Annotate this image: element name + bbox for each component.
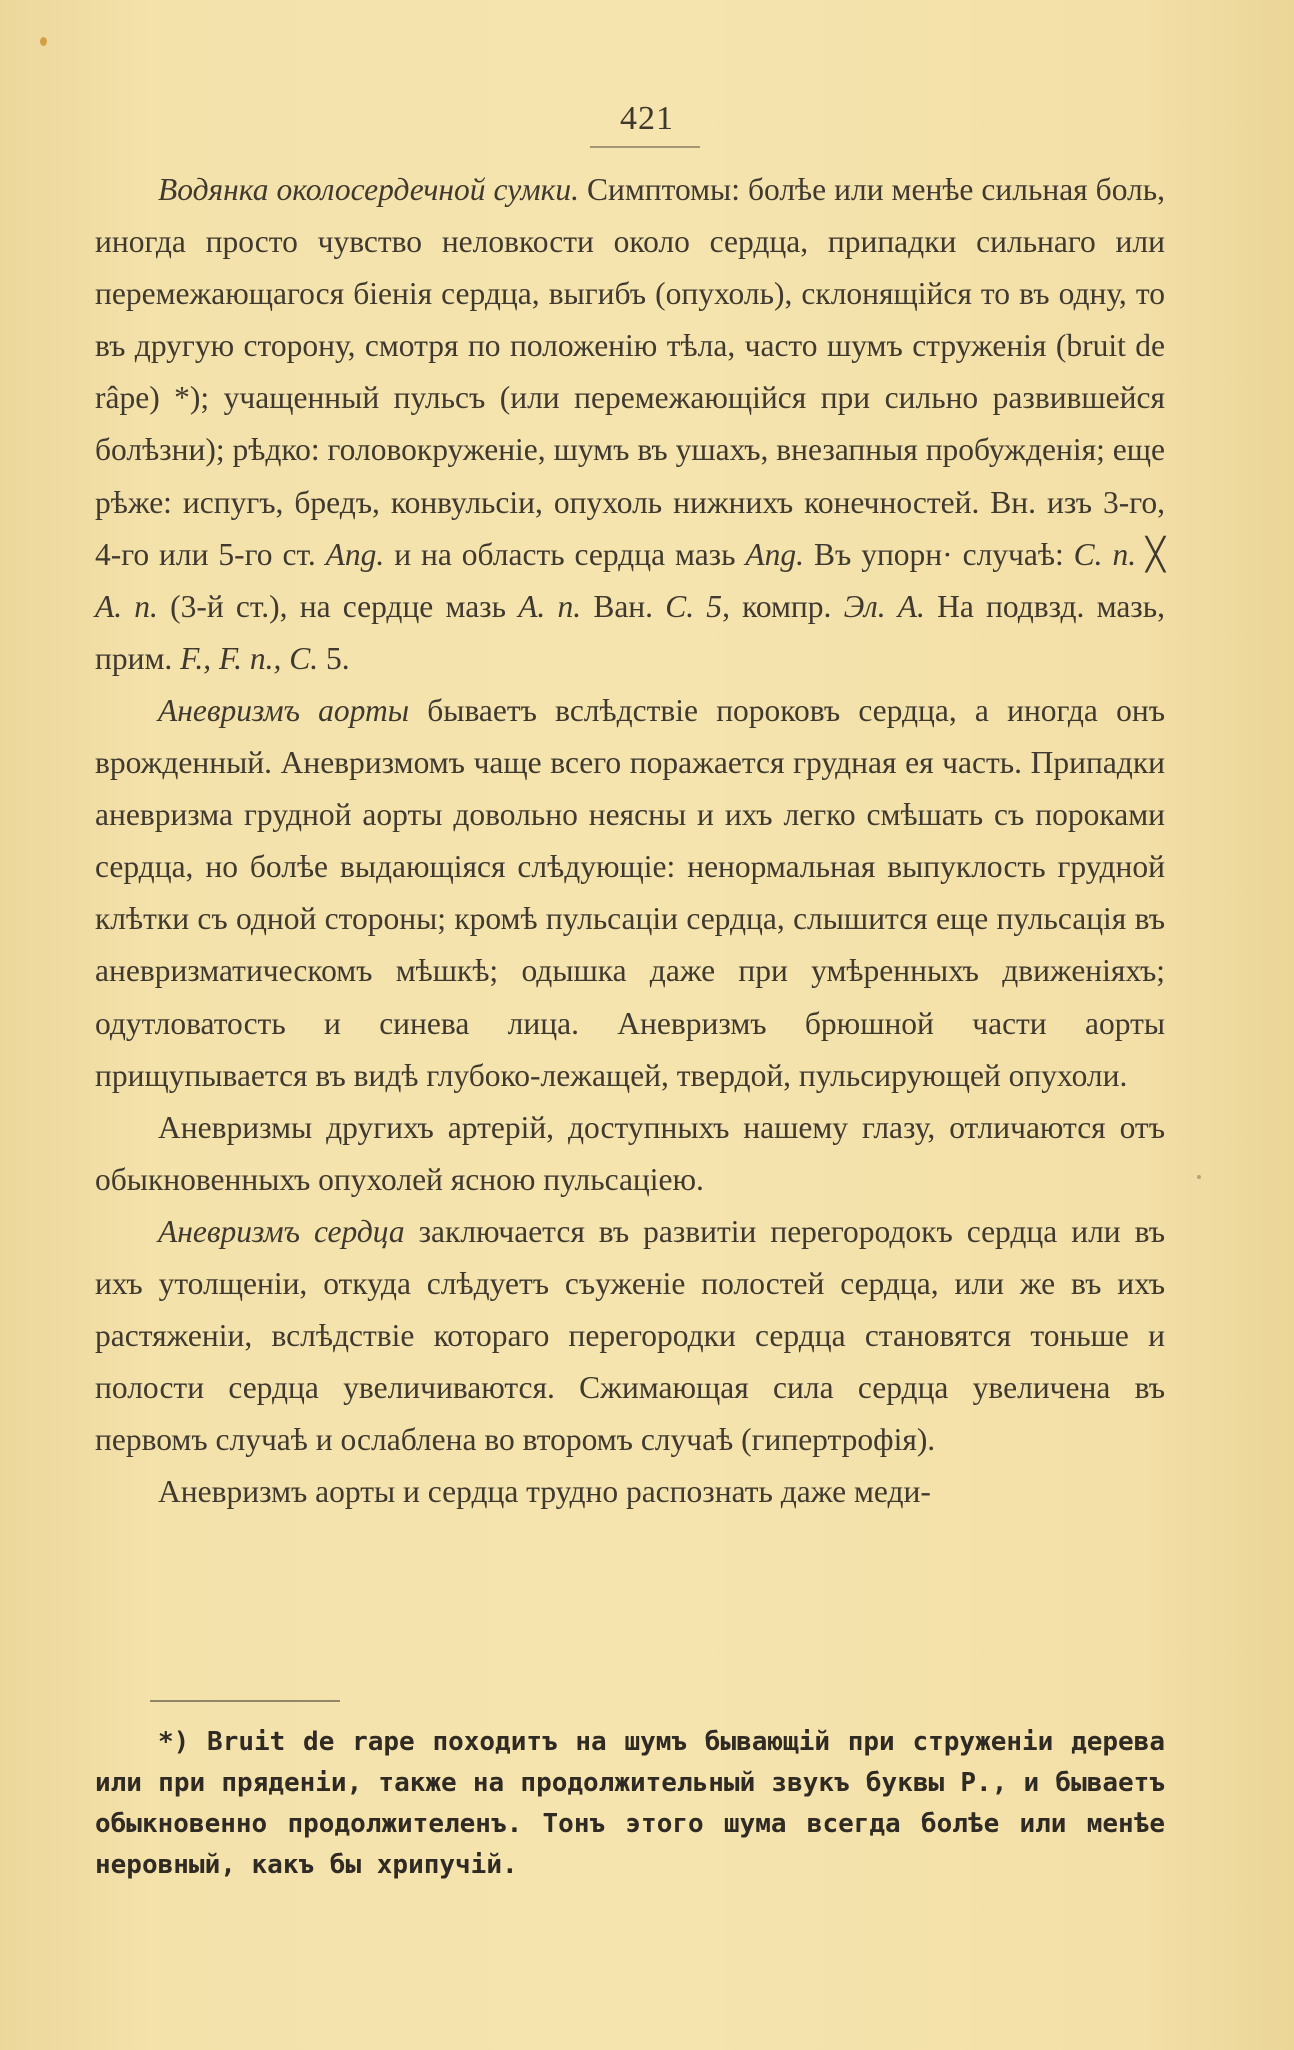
remedy-abbrev: Ang.: [325, 536, 385, 572]
text-segment: , компр.: [722, 588, 844, 624]
text-segment: и на область сердца мазь: [384, 536, 746, 572]
footnote: [95, 1722, 1165, 1886]
paragraph-diagnosis: [95, 1466, 1165, 1518]
text-segment: Аневризмъ аорты и сердца трудно распознать даже меди-: [158, 1474, 931, 1510]
paragraph-aortic-aneurysm: [95, 685, 1165, 1102]
paragraph-pericardial-dropsy: [95, 164, 1165, 685]
remedy-abbrev: Ang.: [745, 536, 805, 572]
remedy-abbrev: A. n.: [95, 588, 158, 624]
heading-heart-aneurysm: Аневризмъ сердца: [158, 1213, 405, 1249]
text-segment: 5.: [318, 640, 350, 676]
text-segment: заключается въ развитіи перегородокъ сердца или въ ихъ утолщеніи, откуда слѣдуетъ съуженіе полостей сердца, или же въ ихъ растяженіи, вслѣдствіе котораго перегородки сердца становятся тоньше и полости сердца увеличиваются. Сжимающая сила сердца увеличена въ первомъ случаѣ и ослаблена во второмъ случаѣ (гипертрофія).: [95, 1213, 1165, 1458]
page-number: 421: [620, 100, 674, 137]
text-segment: (3-й ст.), на сердце мазь: [157, 588, 519, 624]
remedy-abbrev: Эл. A.: [843, 588, 925, 624]
text-segment: Симптомы: болѣе или менѣе сильная боль, иногда просто чувство неловкости около сердца, припадки сильнаго или перемежающагося біенія сердца, выгибъ (опухоль), склонящійся то въ одну, то въ другую сторону, смотря по положенію тѣла, часто шумъ струженія (bruit de râpe) *); учащенный пульсъ (или перемежающійся при сильно развившейся болѣзни); рѣдко: головокруженіе, шумъ въ ушахъ, внезапныя пробужденія; еще рѣже: испугъ, бредъ, конвульсіи, опухоль нижнихъ конечностей. Вн. изъ 3-го, 4-го или 5-го ст.: [95, 172, 1165, 572]
remedy-abbrev: C. n.: [1073, 536, 1137, 572]
remedy-abbrev: C. 5: [665, 588, 723, 624]
cross-symbol: ╳: [1136, 536, 1166, 572]
paragraph-other-aneurysms: [95, 1102, 1165, 1206]
footnote-rule: [150, 1700, 340, 1702]
page-number-rule: [590, 146, 700, 148]
body-text: [95, 164, 1165, 1518]
remedy-abbrev: A. n.: [518, 588, 582, 624]
heading-aortic-aneurysm: Аневризмъ аорты: [158, 692, 410, 728]
text-segment: Въ упорн· случаѣ:: [804, 536, 1074, 572]
text-segment: Аневризмы другихъ артерій, доступныхъ нашему глазу, отличаются отъ обыкновенныхъ опухолей ясною пульсаціею.: [95, 1109, 1165, 1197]
text-segment: Ван.: [581, 588, 666, 624]
heading-pericardial-dropsy: Водянка околосердечной сумки.: [158, 172, 579, 207]
text-segment: бываетъ вслѣдствіе пороковъ сердца, а иногда онъ врожденный. Аневризмомъ чаще всего поражается грудная ея часть. Припадки аневризма грудной аорты довольно неясны и ихъ легко смѣшать съ пороками сердца, но болѣе выдающіяся слѣдующіе: ненормальная выпуклость грудной клѣтки съ одной стороны; кромѣ пульсаціи сердца, слышится еще пульсація въ аневризматическомъ мѣшкѣ; одышка даже при умѣренныхъ движеніяхъ; одутловатость и синева лица. Аневризмъ брюшной части аорты прищупывается въ видѣ глубоко-лежащей, твердой, пульсирующей опухоли.: [95, 692, 1165, 1093]
remedy-abbrev: F., F. n., C.: [180, 640, 319, 676]
footnote-text: *) Bruit de rape походитъ на шумъ бывающій при струженіи дерева или при пряденіи, также на продолжительный звукъ буквы Р., и бываетъ обыкновенно продолжителенъ. Тонъ этого шума всегда болѣе или менѣе неровный, какъ бы хрипучій.: [95, 1727, 1165, 1880]
ink-spot: [40, 37, 47, 46]
text-segment: На подвзд. мазь, прим.: [95, 588, 1165, 676]
margin-dot: [1197, 1175, 1201, 1179]
paragraph-heart-aneurysm: [95, 1206, 1165, 1466]
